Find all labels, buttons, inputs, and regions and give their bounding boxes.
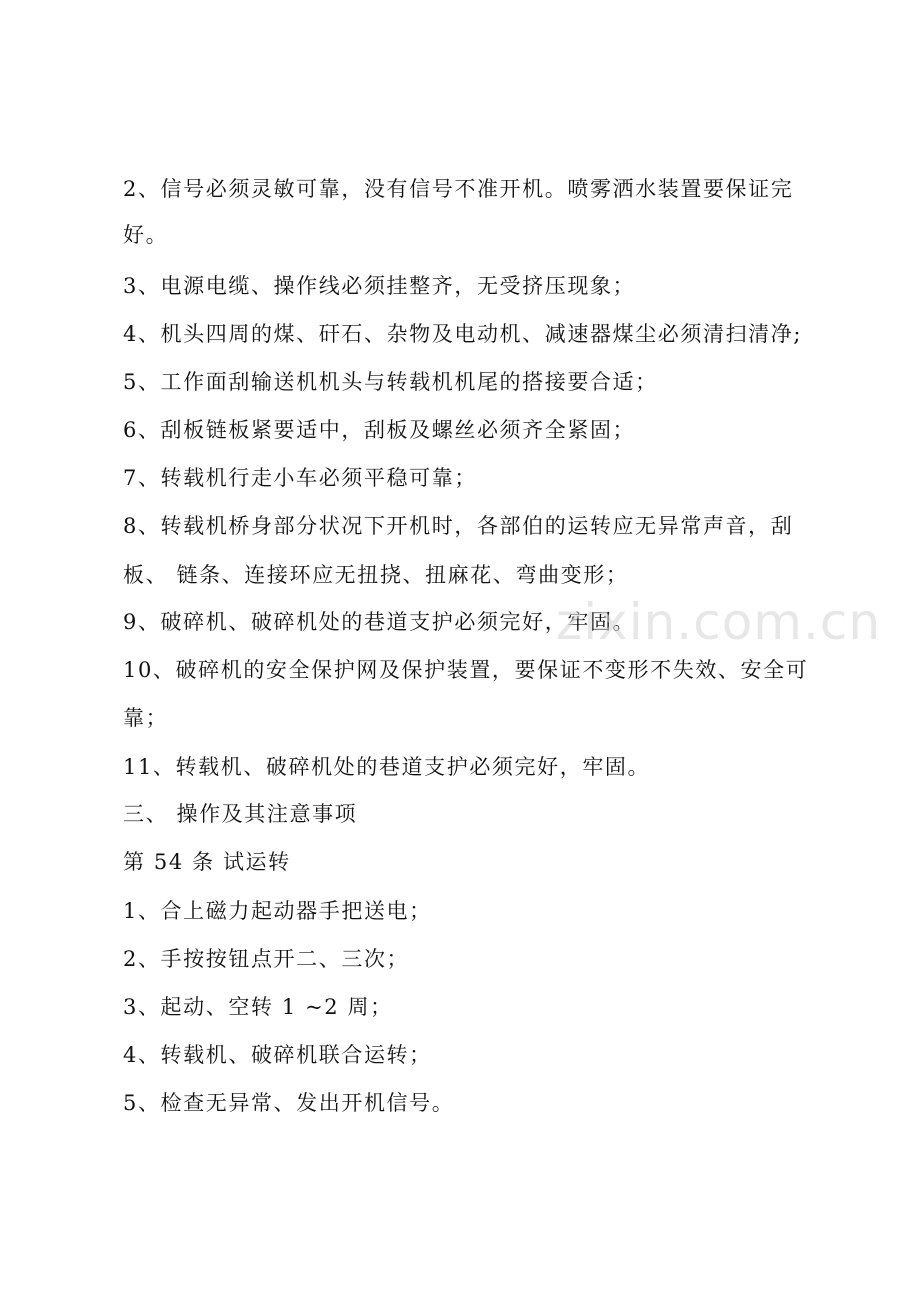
- article-heading: 第 54 条 试运转: [123, 850, 291, 874]
- text-line: 9、破碎机、破碎机处的巷道支护必须完好，牢固。: [123, 610, 636, 634]
- text-line: 靠；: [123, 706, 169, 730]
- text-line: 3、电源电缆、操作线必须挂整齐，无受挤压现象；: [123, 274, 636, 298]
- text-line: 5、工作面刮输送机机头与转载机机尾的搭接要合适；: [123, 370, 658, 394]
- text-line: 2、手按按钮点开二、三次；: [123, 947, 410, 971]
- text-line: 2、信号必须灵敏可靠，没有信号不准开机。喷雾洒水装置要保证完: [123, 177, 794, 201]
- text-line: 4、转载机、破碎机联合运转；: [123, 1043, 432, 1067]
- text-line: 10、破碎机的安全保护网及保护装置，要保证不变形不失效、安全可: [123, 658, 809, 682]
- text-line: 板、 链条、连接环应无扭挠、扭麻花、弯曲变形；: [123, 563, 629, 587]
- watermark: zixin.com.cn: [556, 593, 882, 651]
- text-line: 11、转载机、破碎机处的巷道支护必须完好，牢固。: [123, 755, 651, 779]
- text-line: 3、起动、空转 1 ~2 周；: [123, 995, 393, 1019]
- text-line: 7、转载机行走小车必须平稳可靠；: [123, 466, 477, 490]
- text-line: 6、刮板链板紧要适中，刮板及螺丝必须齐全紧固；: [123, 418, 636, 442]
- text-line: 好。: [123, 223, 169, 247]
- text-line: 1、合上磁力起动器手把送电；: [123, 899, 432, 923]
- text-line: 5、检查无异常、发出开机信号。: [123, 1091, 455, 1115]
- text-line: 8、转载机桥身部分状况下开机时，各部伯的运转应无异常声音，刮: [123, 514, 794, 538]
- section-heading: 三、 操作及其注意事项: [123, 802, 358, 826]
- text-line: 4、机头四周的煤、矸石、杂物及电动机、减速器煤尘必须清扫清净;: [123, 322, 803, 346]
